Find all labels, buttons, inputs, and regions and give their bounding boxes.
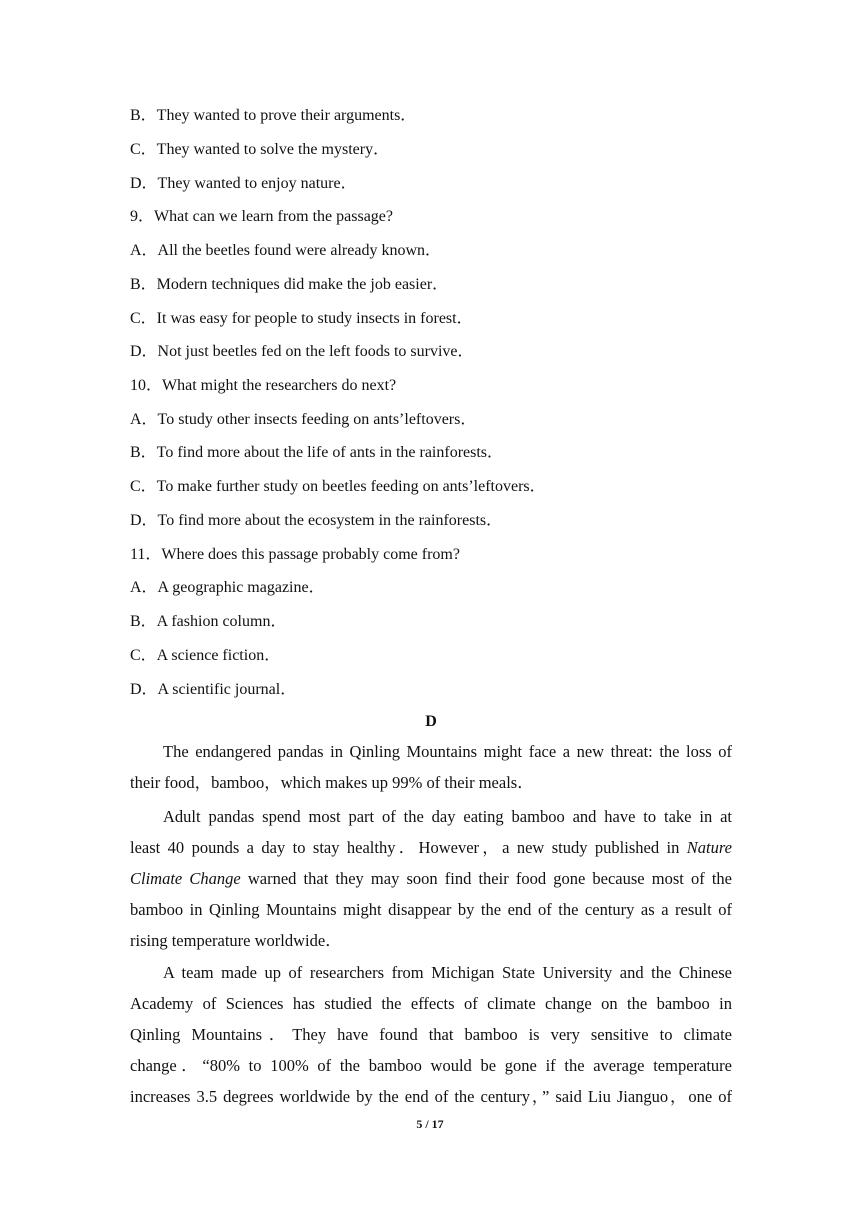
paragraph-line: their food，bamboo，which makes up 99% of their meals． bbox=[130, 773, 534, 792]
q10-option-a: A．To study other insects feeding on ants’leftovers． bbox=[130, 411, 477, 428]
q11-option-b: B．A fashion column． bbox=[130, 613, 287, 630]
q9-stem: 9．What can we learn from the passage? bbox=[130, 208, 393, 225]
q8-option-d: D．They wanted to enjoy nature． bbox=[130, 175, 357, 192]
paragraph-line: Academy of Sciences has studied the effects of climate change on the bamboo in bbox=[130, 994, 732, 1013]
paragraph-line: Qinling Mountains．They have found that bamboo is very sensitive to climate bbox=[130, 1025, 732, 1044]
section-d-paragraph-3 bbox=[130, 957, 732, 1112]
paragraph-text: warned that they may soon find their food gone because most of the bbox=[240, 869, 732, 888]
paragraph-text: least 40 pounds a day to stay healthy．However，a new study published in bbox=[130, 838, 687, 857]
q10-option-d: D．To find more about the ecosystem in the rainforests． bbox=[130, 512, 503, 529]
q10-option-c: C．To make further study on beetles feeding on ants’leftovers． bbox=[130, 478, 546, 495]
q11-stem: 11．Where does this passage probably come from? bbox=[130, 546, 460, 563]
paragraph-line: Adult pandas spend most part of the day eating bamboo and have to take in at bbox=[163, 807, 732, 826]
paragraph-line: change．“80% to 100% of the bamboo would be gone if the average temperature bbox=[130, 1056, 732, 1075]
q9-option-b: B．Modern techniques did make the job easier． bbox=[130, 276, 449, 293]
paragraph-line: increases 3.5 degrees worldwide by the end of the century，” said Liu Jianguo，one of bbox=[130, 1087, 732, 1106]
q10-stem: 10．What might the researchers do next? bbox=[130, 377, 397, 394]
paragraph-line bbox=[130, 832, 732, 863]
paragraph-line: rising temperature worldwide． bbox=[130, 931, 342, 950]
paragraph-line: A team made up of researchers from Michigan State University and the Chinese bbox=[163, 963, 732, 982]
q11-option-a: A．A geographic magazine． bbox=[130, 579, 325, 596]
q11-option-c: C．A science fiction． bbox=[130, 647, 281, 664]
q10-option-b: B．To find more about the life of ants in the rainforests． bbox=[130, 444, 504, 461]
page-number: 5 / 17 bbox=[416, 1117, 444, 1131]
journal-name-part: Nature bbox=[686, 838, 732, 857]
paragraph-line bbox=[130, 863, 732, 894]
q8-option-c: C．They wanted to solve the mystery． bbox=[130, 141, 390, 158]
q9-option-d: D．Not just beetles fed on the left foods to survive． bbox=[130, 343, 474, 360]
q8-option-b: B．They wanted to prove their arguments． bbox=[130, 107, 417, 124]
paragraph-line: bamboo in Qinling Mountains might disappear by the end of the century as a result of bbox=[130, 900, 732, 919]
q9-option-c: C．It was easy for people to study insects in forest． bbox=[130, 310, 473, 327]
section-d-heading: D bbox=[425, 713, 437, 730]
journal-name-part: Climate Change bbox=[130, 869, 241, 888]
q9-option-a: A．All the beetles found were already known． bbox=[130, 242, 442, 259]
section-d-paragraph-1 bbox=[130, 736, 732, 798]
paragraph-line: The endangered pandas in Qinling Mountains might face a new threat: the loss of bbox=[163, 742, 732, 761]
q11-option-d: D．A scientific journal． bbox=[130, 681, 297, 698]
section-d-paragraph-2 bbox=[130, 801, 732, 956]
